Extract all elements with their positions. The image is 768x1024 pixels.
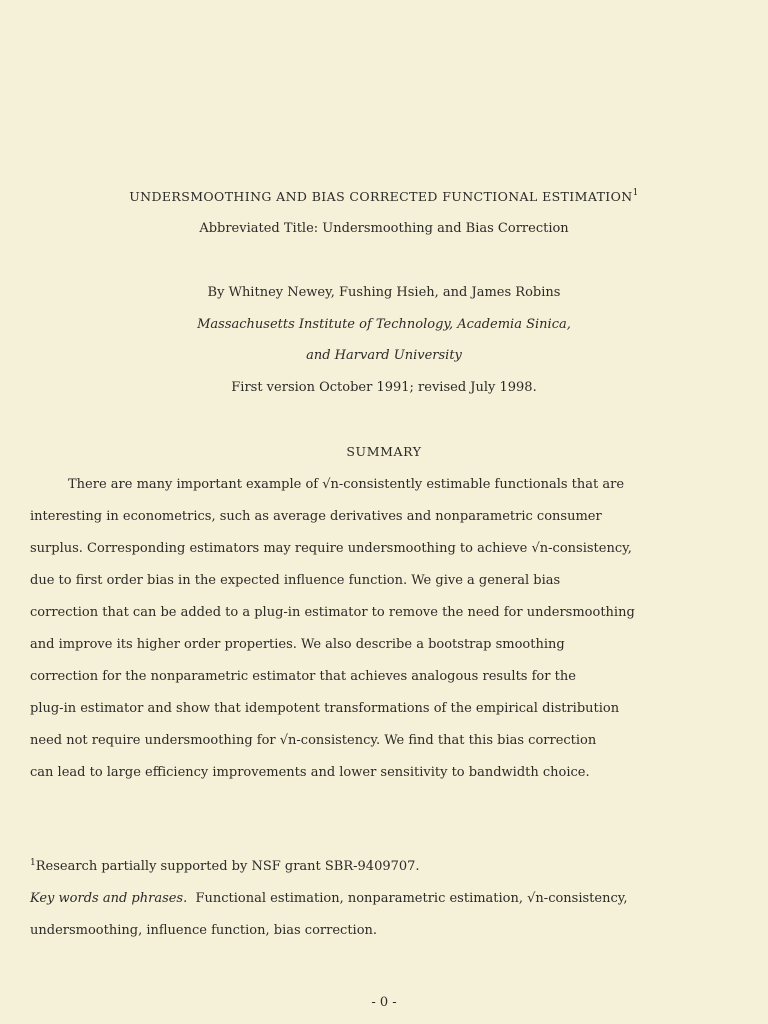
page-number: - 0 - bbox=[371, 995, 397, 1010]
footnote-text: Research partially supported by NSF grant SBR-9409707. bbox=[35, 859, 420, 874]
keywords-text-1: Functional estimation, nonparametric estimation, √n-consistency, bbox=[195, 891, 628, 906]
footnote bbox=[30, 859, 710, 875]
summary-line: and improve its higher order properties. We also describe a bootstrap smoothing bbox=[30, 637, 565, 652]
summary-line: plug-in estimator and show that idempotent transformations of the empirical distribution bbox=[30, 701, 620, 716]
summary-line: correction that can be added to a plug-in estimator to remove the need for undersmoothing bbox=[30, 605, 635, 620]
paper-title-text: UNDERSMOOTHING AND BIAS CORRECTED FUNCTIONAL ESTIMATION bbox=[129, 189, 633, 204]
keywords-label: Key words and phrases. bbox=[30, 891, 188, 906]
affiliation-line-2: and Harvard University bbox=[306, 348, 462, 363]
summary-line: need not require undersmoothing for √n-consistency. We find that this bias correction bbox=[30, 733, 597, 748]
footnote-mark: 1 bbox=[30, 858, 36, 868]
affiliation-line-1: Massachusetts Institute of Technology, Academia Sinica, bbox=[197, 317, 571, 332]
summary-line: interesting in econometrics, such as average derivatives and nonparametric consumer bbox=[30, 509, 602, 524]
summary-line: correction for the nonparametric estimator that achieves analogous results for the bbox=[30, 669, 576, 684]
summary-line: can lead to large efficiency improvements and lower sensitivity to bandwidth choice. bbox=[30, 765, 590, 780]
title-footnote-mark: 1 bbox=[632, 188, 639, 198]
summary-heading: SUMMARY bbox=[346, 444, 422, 459]
keywords-line-1 bbox=[30, 891, 710, 907]
summary-line: due to first order bias in the expected influence function. We give a general bias bbox=[30, 573, 561, 588]
keywords-line-2: undersmoothing, influence function, bias correction. bbox=[30, 923, 378, 938]
summary-line: surplus. Corresponding estimators may require undersmoothing to achieve √n-consistency, bbox=[30, 541, 632, 556]
authors: By Whitney Newey, Fushing Hsieh, and James Robins bbox=[207, 285, 561, 300]
summary-line: There are many important example of √n-consistently estimable functionals that are bbox=[68, 477, 625, 492]
paper-title bbox=[0, 189, 768, 205]
version-date: First version October 1991; revised July 1998. bbox=[231, 380, 537, 395]
abbreviated-title: Abbreviated Title: Undersmoothing and Bias Correction bbox=[199, 221, 569, 236]
